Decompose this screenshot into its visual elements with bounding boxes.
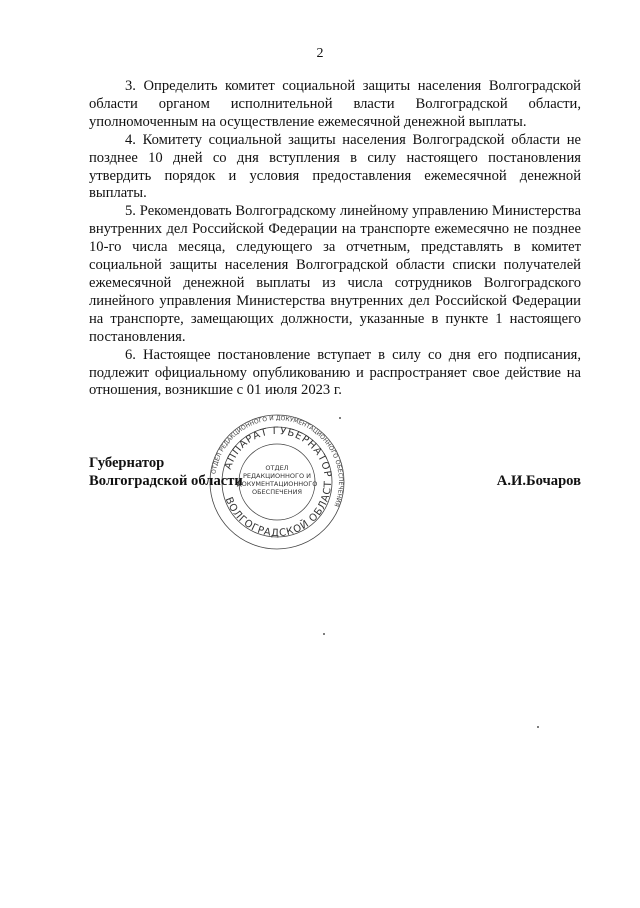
signer-position bbox=[89, 455, 243, 491]
scan-speck bbox=[323, 633, 325, 635]
stamp-center-line-1: ОТДЕЛ bbox=[265, 464, 289, 472]
stamp-bottom-text: ВОЛГОГРАДСКОЙ ОБЛАСТ bbox=[222, 480, 335, 540]
stamp-center-line-2: РЕДАКЦИОННОГО И bbox=[242, 472, 312, 480]
stamp-center-line-3: ДОКУМЕНТАЦИОННОГО bbox=[236, 480, 318, 488]
paragraph-5: 5. Рекомендовать Волгоградскому линейному управлению Министерства внутренних дел Российской Федерации на транспорте ежемесячно не позднее 10-го числа месяца, следующего за отчетным, представлять в комитет социальной защиты населения Волгоградской области списки получателей ежемесячной денежной выплаты из числа сотрудников Волгоградского линейного управления Министерства внутренних дел Российской Федерации на транспорте, замещающих должности, указанные в пункте 1 настоящего постановления. bbox=[89, 203, 581, 345]
paragraph-6: 6. Настоящее постановление вступает в силу со дня его подписания, подлежит официальному опубликованию и распространяет свое действие на отношения, возникшие с 01 июля 2023 г. bbox=[89, 346, 581, 399]
stamp-ring-text: АППАРАТ ГУБЕРНАТОР bbox=[222, 425, 333, 479]
stamp-outer-text: ОТДЕЛ РЕДАКЦИОННОГО И ДОКУМЕНТАЦИОННОГО ОБЕСПЕЧЕНИЯ bbox=[210, 414, 345, 508]
signer-title-line-1: Губернатор bbox=[89, 455, 165, 471]
paragraph-3: 3. Определить комитет социальной защиты населения Волгоградской области органом исполнительной власти Волгоградской области, уполномоченным на осуществление ежемесячной денежной выплаты. bbox=[89, 78, 581, 130]
scan-speck bbox=[537, 726, 539, 728]
page-number: 2 bbox=[316, 46, 324, 61]
signer-title-line-2: Волгоградской области bbox=[89, 472, 243, 489]
stamp-center-line-4: ОБЕСПЕЧЕНИЯ bbox=[251, 488, 303, 496]
scan-speck bbox=[339, 417, 341, 419]
signer-name: А.И.Бочаров bbox=[496, 472, 581, 489]
document-body bbox=[89, 78, 581, 400]
paragraph-4: 4. Комитету социальной защиты населения Волгоградской области не позднее 10 дней со дня вступления в силу настоящего постановления утвердить порядок и условия предоставления ежемесячной денежной выплаты. bbox=[89, 131, 581, 202]
